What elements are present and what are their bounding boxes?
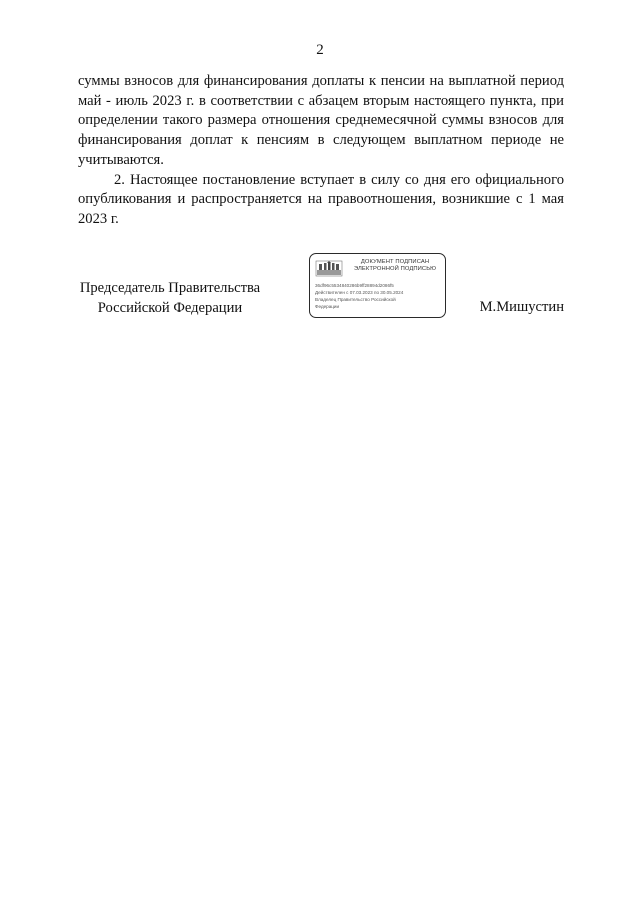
signer-title (70, 279, 270, 318)
stamp-validity: Действителен с 07.03.2023 по 30.05.2024 (315, 290, 404, 295)
stamp-owner-line-2: Федерации (315, 304, 340, 309)
stamp-heading-line-1: ДОКУМЕНТ ПОДПИСАН (360, 259, 430, 265)
electronic-signature-stamp (309, 253, 446, 318)
stamp-heading (347, 259, 443, 273)
stamp-heading-line-2: ЭЛЕКТРОННОЙ ПОДПИСЬЮ (353, 266, 437, 272)
page-number: 2 (316, 42, 324, 58)
state-emblem-icon (315, 260, 343, 277)
paragraph-continuation: суммы взносов для финансирования доплаты к пенсии на выплатной период май - июль 2023 г. в соответствии с абзацем вторым настоящего пункта, при определении такого размера отношения среднемесячной суммы взносов для финансирования доплат к пенсиям в следующем выплатном периоде не учитываются. (78, 73, 564, 168)
signer-title-line-2: Российской Федерации (97, 299, 243, 316)
stamp-details (315, 282, 443, 310)
paragraph-item-2: 2. Настоящее постановление вступает в силу со дня его официального опубликования и распространяется на правоотношения, возникшие с 1 мая 2023 г. (78, 171, 564, 227)
signer-name: М.Мишустин (479, 299, 564, 315)
document-body (78, 72, 564, 230)
signer-title-line-1: Председатель Правительства (79, 280, 261, 296)
stamp-owner-line-1: Владелец Правительство Российской (315, 297, 396, 302)
stamp-certificate: 36df96c5534840286b9ff28894d2086f5 (315, 283, 394, 288)
